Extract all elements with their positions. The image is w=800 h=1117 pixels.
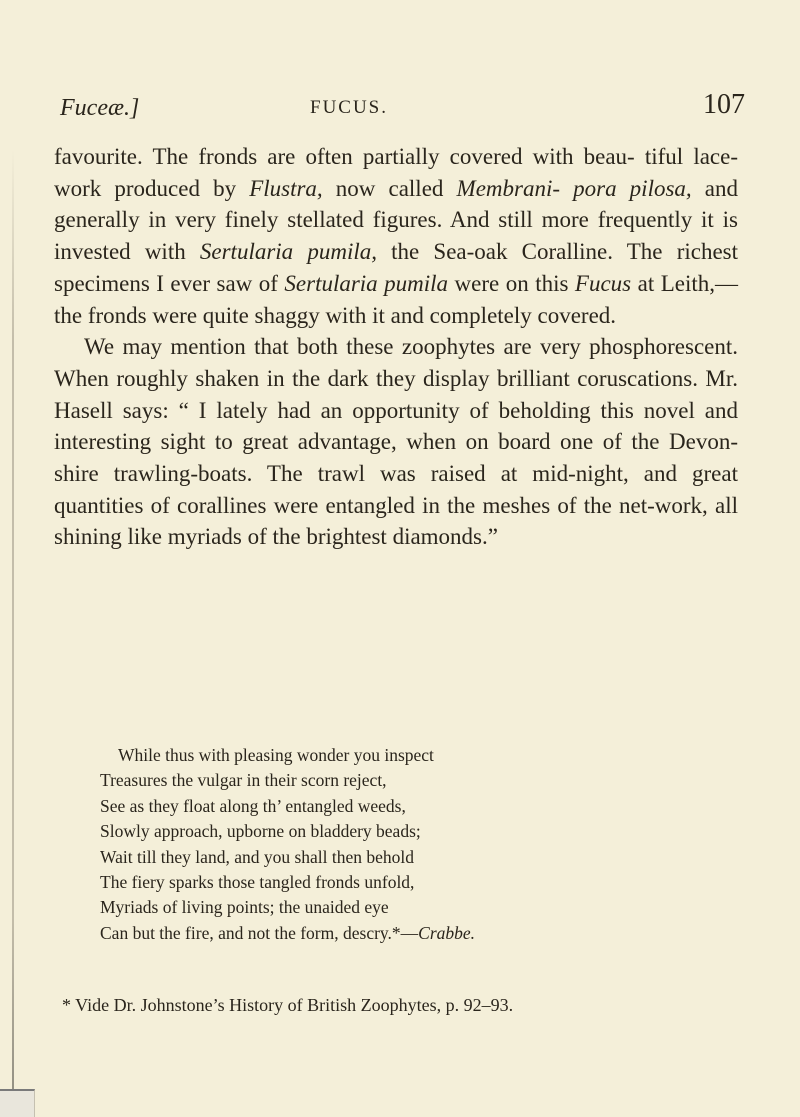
paragraph-2: We may mention that both these zoophytes are very phosphorescent. When roughly shaken in the dark they display brilliant coruscations. Mr. Hasell says: “ I lately had an opportunity of beholding this novel and interesting sight to great advantage, when on board one of the Devon- shire trawling-boats. The trawl was raised at mid-night, and great quantities of corallines were entangled in the meshes of the net-work, all shining like myriads of the brightest diamonds.”	[54, 334, 738, 550]
verse-line: See as they float along th’ entangled weeds,	[100, 795, 406, 816]
paragraph-1	[54, 141, 738, 331]
body-text	[54, 141, 738, 553]
verse-quotation	[100, 743, 680, 946]
verse-line: Myriads of living points; the unaided eye	[100, 897, 389, 918]
page-corner	[0, 1089, 35, 1117]
p1-species-sertularia: Sertularia pumila,	[199, 239, 377, 265]
verse-line: Treasures the vulgar in their scorn reject,	[100, 770, 387, 791]
p1-species-flustra: Flustra,	[249, 175, 323, 201]
p1-text: at Leith,—the fronds were quite shaggy with it and completely covered.	[54, 270, 738, 328]
verse-line-text: Can but the fire, and not the form, descry.*—	[100, 922, 419, 943]
verse-line: While thus with pleasing wonder you inspect	[118, 745, 434, 765]
page-edge-shadow	[12, 150, 14, 1110]
p1-text: were on this	[448, 270, 575, 296]
p1-genus-fucus: Fucus	[574, 270, 632, 296]
p1-text: the Sea-oak Coralline. The richest specimens I ever saw of	[54, 239, 738, 296]
p1-text: and generally in very finely stellated figures. And still more frequently it is invested with	[54, 175, 738, 265]
verse-line: Slowly approach, upborne on bladdery beads;	[100, 821, 421, 842]
page-number: 107	[703, 89, 745, 120]
p1-text: favourite. The fronds are often partially covered with beau- tiful lace-work produced by	[54, 144, 738, 201]
footnote: * Vide Dr. Johnstone’s History of British Zoophytes, p. 92–93.	[62, 995, 514, 1015]
verse-attribution: Crabbe.	[418, 922, 476, 943]
verse-line: The fiery sparks those tangled fronds unfold,	[100, 872, 415, 893]
header-title: FUCUS.	[310, 97, 388, 118]
running-header	[60, 85, 745, 135]
p1-text: now called	[322, 175, 457, 201]
p1-species-membranipora: Membrani- pora pilosa,	[456, 175, 692, 201]
verse-line-last	[100, 921, 680, 946]
verse-line: Wait till they land, and you shall then behold	[100, 846, 415, 867]
p1-species-sertularia: Sertularia pumila	[284, 270, 449, 296]
header-section: Fuceæ.]	[60, 95, 140, 121]
